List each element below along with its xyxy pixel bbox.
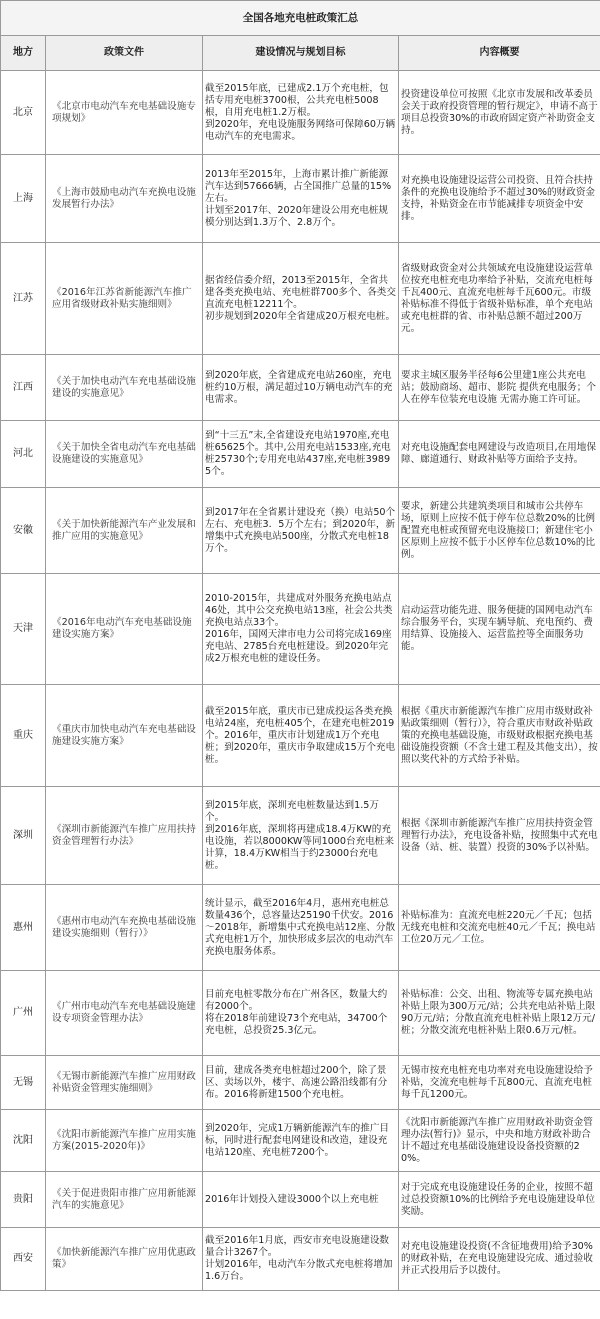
content-cell: 无锡市按充电桩充电功率对充电设施建设给予补贴，交流充电桩每千瓦800元、直流充电桩每千瓦1200元。 xyxy=(399,1056,600,1110)
content-cell: 根据《深圳市新能源汽车推广应用扶持资金管理暂行办法》，充电设备补贴，按照集中式充电设备（站、桩、装置）投资的30%予以补贴。 xyxy=(399,787,600,885)
region-cell: 无锡 xyxy=(1,1056,46,1110)
plan-cell: 到2017年在全省累计建设充（换）电站50个左右、充电桩3．5万个左右；到2020年，新增集中式充换电站500座，分散式充电桩18万个。 xyxy=(203,488,399,574)
region-cell: 安徽 xyxy=(1,488,46,574)
document-cell: 《惠州市电动汽车充换电基础设施建设实施细则（暂行）》 xyxy=(46,885,203,971)
table-row xyxy=(1,155,600,243)
region-cell: 重庆 xyxy=(1,685,46,787)
plan-cell: 2013年至2015年，上海市累计推广新能源汽车达到57666辆，占全国推广总量的15%左右。 计划至2017年、2020年建设公用充电桩规模分别达到1.3万个、2.8万个。 xyxy=(203,155,399,243)
document-cell: 《上海市鼓励电动汽车充换电设施发展暂行办法》 xyxy=(46,155,203,243)
content-cell: 对于完成充电设施建设任务的企业，按照不超过总投资额10%的比例给予充电设施建设单位奖励。 xyxy=(399,1172,600,1228)
table-row xyxy=(1,421,600,488)
plan-cell: 截至2015年底，已建成2.1万个充电桩，包括专用充电桩3700根，公共充电桩5008根，自用充电桩1.2万根。 到2020年，充电设施服务网络可保障60万辆电动汽车的充电需求。 xyxy=(203,71,399,155)
region-cell: 北京 xyxy=(1,71,46,155)
content-cell: 根据《重庆市新能源汽车推广应用市级财政补贴政策细则（暂行）》，符合重庆市财政补贴政策的充换电基础设施，市级财政根据充换电基础设施投资额（不含土建工程及其他支出），按照以奖代补的方式给予补贴。 xyxy=(399,685,600,787)
plan-cell: 到2015年底，深圳充电桩数量达到1.5万个。 到2016年底，深圳将再建成18.4万KW的充电设施，若以8000KW等同1000台充电桩来计算，18.4万KW相当于约23000台充电桩。 xyxy=(203,787,399,885)
document-cell: 《广州市电动汽车充电基础设施建设专项资金管理办法》 xyxy=(46,971,203,1056)
title-row xyxy=(1,1,600,36)
plan-cell: 截至2016年1月底，西安市充电设施建设数量合计3267个。 计划2016年，电动汽车分散式充电桩将增加1.6万台。 xyxy=(203,1228,399,1291)
table-row xyxy=(1,787,600,885)
document-cell: 《无锡市新能源汽车推广应用财政补贴资金管理实施细则》 xyxy=(46,1056,203,1110)
plan-cell: 到“十三五”末,全省建设充电站1970座,充电桩65625个。其中,公用充电站1533座,充电桩25730个;专用充电站437座,充电桩39895个。 xyxy=(203,421,399,488)
table-row xyxy=(1,488,600,574)
document-cell: 《深圳市新能源汽车推广应用扶持资金管理暂行办法》 xyxy=(46,787,203,885)
plan-cell: 到2020年，完成1万辆新能源汽车的推广目标，同时进行配套电网建设和改造，建设充电站120座、充电桩7200个。 xyxy=(203,1110,399,1172)
header-region: 地方 xyxy=(1,36,46,71)
content-cell: 启动运营功能先进、服务便捷的国网电动汽车综合服务平台，实现车辆导航、充电预约、费用结算、设施接入、运营监控等全面服务功能。 xyxy=(399,574,600,685)
plan-cell: 统计显示，截至2016年4月，惠州充电桩总数量436个，总容量达25190千伏安。2016～2018年，新增集中式充换电站12座、分散式充电桩1万个，加快形成多层次的电动汽车充换电服务体系。 xyxy=(203,885,399,971)
content-cell: 省级财政资金对公共领域充电设施建设运营单位按充电桩充电功率给予补贴，交流充电桩每千瓦400元、直流充电桩每千瓦600元。市级补贴标准不得低于省级补贴标准，单个充电站或充电桩群的省、市补贴总额不超过200万元。 xyxy=(399,243,600,355)
table-row xyxy=(1,71,600,155)
content-cell: 对充电设施建设投资(不含征地费用)给予30%的财政补贴，在充电设施建设完成、通过验收并正式投用后予以拨付。 xyxy=(399,1228,600,1291)
document-cell: 《沈阳市新能源汽车推广应用实施方案(2015-2020年)》 xyxy=(46,1110,203,1172)
table-row xyxy=(1,685,600,787)
header-row xyxy=(1,36,600,71)
document-cell: 《加快新能源汽车推广应用优惠政策》 xyxy=(46,1228,203,1291)
header-document: 政策文件 xyxy=(46,36,203,71)
table-row xyxy=(1,1228,600,1291)
region-cell: 惠州 xyxy=(1,885,46,971)
plan-cell: 据省经信委介绍，2013至2015年，全省共建各类充换电站、充电桩群700多个、各类交直流充电桩12211个。 初步规划到2020年全省建成20万根充电桩。 xyxy=(203,243,399,355)
document-cell: 《关于加快全省电动汽车充电基础设施建设的实施意见》 xyxy=(46,421,203,488)
region-cell: 深圳 xyxy=(1,787,46,885)
region-cell: 沈阳 xyxy=(1,1110,46,1172)
plan-cell: 目前，建成各类充电桩超过200个，除了景区、卖场以外，楼宇、高速公路沿线都有分布。2016将新建1500个充电桩。 xyxy=(203,1056,399,1110)
table-title: 全国各地充电桩政策汇总 xyxy=(1,1,600,36)
header-content: 内容概要 xyxy=(399,36,600,71)
content-cell: 补贴标准为：直流充电桩220元／千瓦；包括无线充电桩和交流充电桩40元／千瓦；换电站工位20万元／工位。 xyxy=(399,885,600,971)
table-row xyxy=(1,243,600,355)
content-cell: 《沈阳市新能源汽车推广应用财政补助资金管理办法(暂行)》显示，中央和地方财政补助合计不超过充电基础设施建设设备投资额的20%。 xyxy=(399,1110,600,1172)
document-cell: 《2016年电动汽车充电基础设施建设实施方案》 xyxy=(46,574,203,685)
table-row xyxy=(1,1172,600,1228)
region-cell: 江西 xyxy=(1,355,46,421)
table-row xyxy=(1,885,600,971)
plan-cell: 到2020年底，全省建成充电站260座，充电桩约10万根，满足超过10万辆电动汽车的充电需求。 xyxy=(203,355,399,421)
document-cell: 《关于促进贵阳市推广应用新能源汽车的实施意见》 xyxy=(46,1172,203,1228)
table-row xyxy=(1,355,600,421)
region-cell: 上海 xyxy=(1,155,46,243)
content-cell: 对充换电设施建设运营公司投资、且符合扶持条件的充换电设施给予不超过30%的财政资金支持，补贴资金在市节能减排专项资金中安排。 xyxy=(399,155,600,243)
content-cell: 补贴标准：公交、出租、物流等专属充换电站补贴上限为300万元/站；公共充电站补贴上限90万元/站；分散直流充电桩补贴上限12万元/桩；分散交流充电桩补贴上限0.6万元/桩。 xyxy=(399,971,600,1056)
document-cell: 《北京市电动汽车充电基础设施专项规划》 xyxy=(46,71,203,155)
region-cell: 西安 xyxy=(1,1228,46,1291)
table-row xyxy=(1,1110,600,1172)
region-cell: 天津 xyxy=(1,574,46,685)
region-cell: 贵阳 xyxy=(1,1172,46,1228)
table-row xyxy=(1,971,600,1056)
plan-cell: 目前充电桩零散分布在广州各区，数量大约有2000个。 将在2018年前建设73个充电站，34700个充电桩，总投资25.3亿元。 xyxy=(203,971,399,1056)
region-cell: 河北 xyxy=(1,421,46,488)
document-cell: 《重庆市加快电动汽车充电基础设施建设实施方案》 xyxy=(46,685,203,787)
region-cell: 广州 xyxy=(1,971,46,1056)
document-cell: 《关于加快新能源汽车产业发展和推广应用的实施意见》 xyxy=(46,488,203,574)
plan-cell: 截至2015年底，重庆市已建成投运各类充换电站24座，充电桩405个，在建充电桩2019个。2016年，重庆市计划建成1万个充电桩；到2020年，重庆市争取建成15万个充电桩。 xyxy=(203,685,399,787)
plan-cell: 2016年计划投入建设3000个以上充电桩 xyxy=(203,1172,399,1228)
content-cell: 投资建设单位可按照《北京市发展和改革委员会关于政府投资管理的暂行规定》，申请不高于项目总投资30%的市政府固定资产补助资金支持。 xyxy=(399,71,600,155)
document-cell: 《2016年江苏省新能源汽车推广应用省级财政补贴实施细则》 xyxy=(46,243,203,355)
content-cell: 要求主城区服务半径每6公里建1座公共充电站；鼓励商场、超市、影院 提供充电服务；个人在停车位装充电设施 无需办施工许可证。 xyxy=(399,355,600,421)
region-cell: 江苏 xyxy=(1,243,46,355)
table-row xyxy=(1,1056,600,1110)
content-cell: 要求，新建公共建筑类项目和城市公共停车场，原则上应按不低于停车位总数20%的比例配置充电桩或预留充电设施接口；新建住宅小区原则上应按不低于小区停车位总数10%的比例。 xyxy=(399,488,600,574)
document-cell: 《关于加快电动汽车充电基础设施建设的实施意见》 xyxy=(46,355,203,421)
header-plan: 建设情况与规划目标 xyxy=(203,36,399,71)
table-row xyxy=(1,574,600,685)
plan-cell: 2010-2015年，共建成对外服务充换电站点46处，其中公交充换电站13座，社会公共类充换电站点33个。 2016年，国网天津市电力公司将完成169座充电站、2785台充电桩建设。到2020年完成2万根充电桩的建设任务。 xyxy=(203,574,399,685)
content-cell: 对充电设施配套电网建设与改造项目,在用地保障、廊道通行、财政补贴等方面给予支持。 xyxy=(399,421,600,488)
